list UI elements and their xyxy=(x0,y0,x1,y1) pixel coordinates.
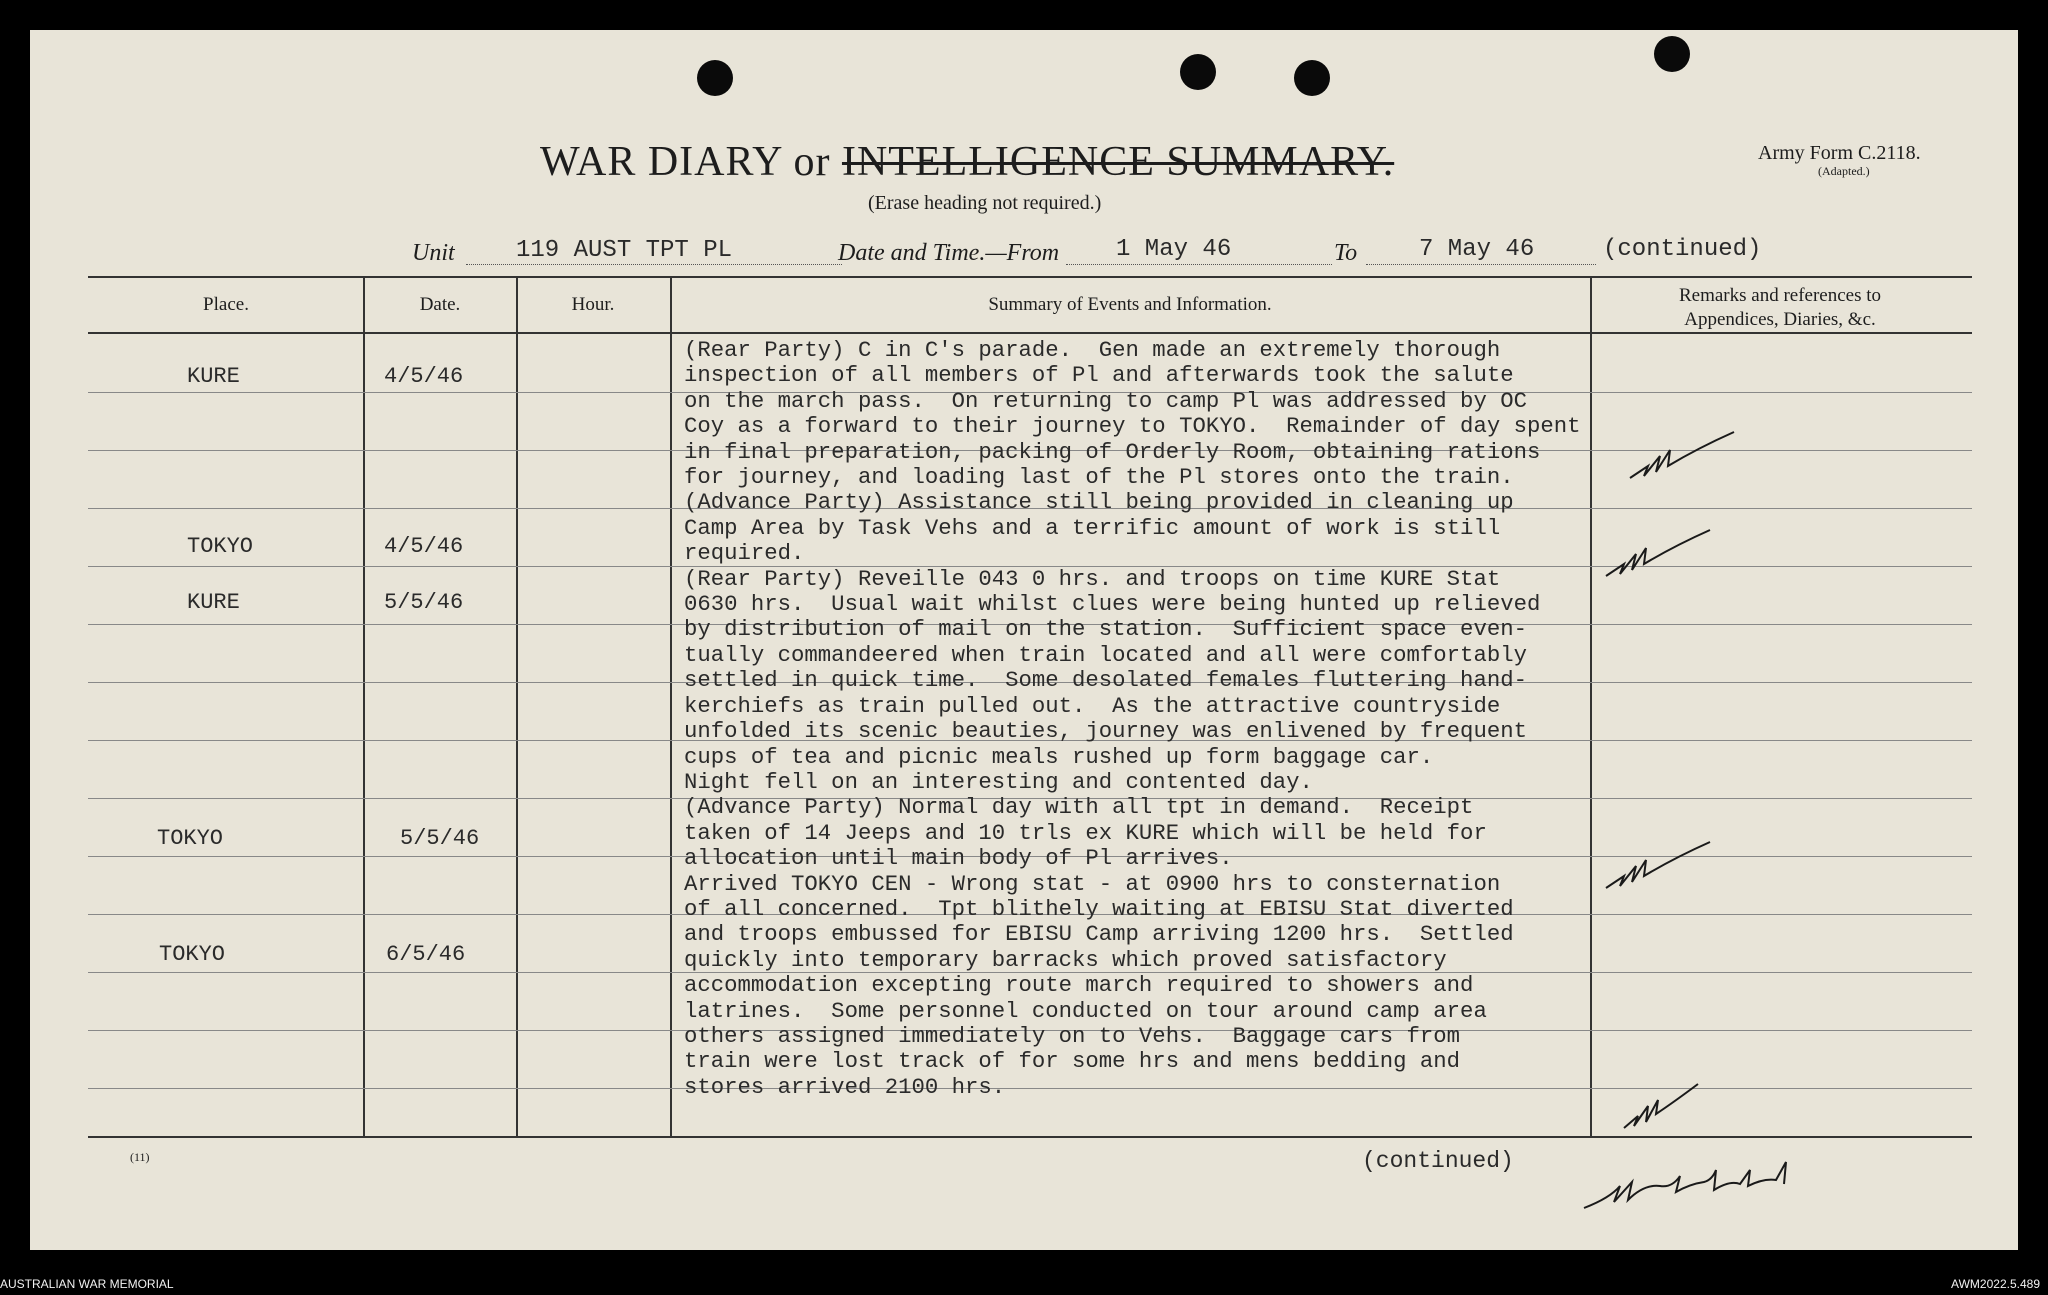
hour-header: Hour. xyxy=(571,294,615,315)
summary-line: inspection of all members of Pl and afterwards took the salute xyxy=(684,362,1514,389)
summary-header: Summary of Events and Information. xyxy=(988,294,1272,315)
adapted-note: (Adapted.) xyxy=(1818,164,1870,178)
summary-line: train were lost track of for some hrs and mens bedding and xyxy=(684,1048,1461,1075)
table-bottom-border xyxy=(88,1136,1972,1138)
entry-date: 5/5/46 xyxy=(384,590,464,615)
summary-line: (Advance Party) Assistance still being provided in cleaning up xyxy=(684,489,1514,516)
continued-footer: (continued) xyxy=(1362,1148,1514,1174)
form-number: (11) xyxy=(130,1150,150,1164)
summary-line: kerchiefs as train pulled out. As the attractive countryside xyxy=(684,692,1501,719)
diary-sheet xyxy=(30,30,2018,1250)
remarks-header: Remarks and references to Appendices, Diaries, &c. xyxy=(1678,285,1882,330)
from-dotted-line xyxy=(1066,264,1332,265)
punch-hole xyxy=(1180,54,1216,90)
punch-hole xyxy=(1654,36,1690,72)
unit-label: Unit xyxy=(412,240,455,266)
summary-line: (Rear Party) C in C's parade. Gen made an extremely thorough xyxy=(684,337,1501,363)
summary-line: (Advance Party) Normal day with all tpt in demand. Receipt xyxy=(684,794,1474,821)
unit-value: 119 AUST TPT PL xyxy=(516,237,733,264)
punch-hole xyxy=(697,60,733,96)
erase-note: (Erase heading not required.) xyxy=(868,192,1102,214)
unit-dotted-line xyxy=(466,264,842,265)
initials-mark xyxy=(1622,1078,1702,1134)
summary-line: Night fell on an interesting and contented day. xyxy=(684,768,1313,795)
summary-line: required. xyxy=(684,540,805,567)
entry-place: TOKYO xyxy=(157,826,224,851)
initials-mark xyxy=(1604,524,1714,584)
initials-mark xyxy=(1628,426,1738,486)
summary-line: (Rear Party) Reveille 043 0 hrs. and troops on time KURE Stat xyxy=(684,565,1501,592)
summary-line: Camp Area by Task Vehs and a terrific amount of work is still xyxy=(684,514,1501,541)
summary-line: others assigned immediately on to Vehs. Baggage cars from xyxy=(684,1022,1461,1049)
summary-line: and troops embussed for EBISU Camp arriving 1200 hrs. Settled xyxy=(684,921,1514,948)
summary-line: in final preparation, packing of Orderly Room, obtaining rations xyxy=(684,438,1541,465)
footer-right: AWM2022.5.489 xyxy=(1951,1277,2040,1291)
col-divider xyxy=(516,276,518,1138)
entry-date: 6/5/46 xyxy=(386,942,466,967)
summary-line: stores arrived 2100 hrs. xyxy=(684,1073,1006,1100)
date-label: Date and Time.—From xyxy=(838,240,1060,266)
entry-place: TOKYO xyxy=(187,534,254,559)
header-bottom-border xyxy=(88,332,1972,334)
entry-date: 4/5/46 xyxy=(384,364,464,389)
army-form-number: Army Form C.2118. xyxy=(1758,142,1921,164)
summary-line: quickly into temporary barracks which proved satisfactory xyxy=(684,946,1447,973)
col-divider xyxy=(670,276,672,1138)
entry-date: 4/5/46 xyxy=(384,534,464,559)
summary-line: Arrived TOKYO CEN - Wrong stat - at 0900 hrs to consternation xyxy=(684,870,1501,897)
summary-line: allocation until main body of Pl arrives. xyxy=(684,845,1233,872)
initials-mark xyxy=(1604,836,1714,896)
col-divider xyxy=(1590,276,1592,1138)
entry-place: KURE xyxy=(187,590,240,615)
summary-line: 0630 hrs. Usual wait whilst clues were being hunted up relieved xyxy=(684,591,1541,618)
summary-text xyxy=(684,338,1580,1100)
form-title: WAR DIARY or INTELLIGENCE SUMMARY. xyxy=(540,139,1395,185)
entry-place: KURE xyxy=(187,364,240,389)
summary-line: latrines. Some personnel conducted on tour around camp area xyxy=(684,997,1487,1024)
officer-signature xyxy=(1580,1140,1810,1220)
place-header: Place. xyxy=(203,294,249,315)
summary-line: taken of 14 Jeeps and 10 trls ex KURE which will be held for xyxy=(684,819,1487,846)
to-dotted-line xyxy=(1366,264,1596,265)
summary-line: by distribution of mail on the station. Sufficient space even- xyxy=(684,616,1527,643)
date-header: Date. xyxy=(419,294,461,315)
col-divider xyxy=(363,276,365,1138)
summary-line: Coy as a forward to their journey to TOKYO. Remainder of day spent xyxy=(684,413,1581,440)
summary-line: accommodation excepting route march required to showers and xyxy=(684,972,1474,999)
summary-line: unfolded its scenic beauties, journey was enlivened by frequent xyxy=(684,718,1527,745)
entry-date: 5/5/46 xyxy=(400,826,480,851)
summary-line: settled in quick time. Some desolated females fluttering hand- xyxy=(684,667,1527,694)
summary-line: tually commandeered when train located and all were comfortably xyxy=(684,641,1527,668)
to-label: To xyxy=(1334,240,1358,266)
footer-left: AUSTRALIAN WAR MEMORIAL xyxy=(0,1277,174,1291)
continued-header: (continued) xyxy=(1603,236,1762,263)
from-value: 1 May 46 xyxy=(1116,236,1232,263)
summary-line: on the march pass. On returning to camp Pl was addressed by OC xyxy=(684,387,1527,414)
punch-hole xyxy=(1294,60,1330,96)
table-top-border xyxy=(88,276,1972,278)
summary-line: of all concerned. Tpt blithely waiting at EBISU Stat diverted xyxy=(684,895,1514,922)
to-value: 7 May 46 xyxy=(1419,236,1535,263)
summary-line: cups of tea and picnic meals rushed up form baggage car. xyxy=(684,743,1434,770)
entry-place: TOKYO xyxy=(159,942,226,967)
summary-line: for journey, and loading last of the Pl stores onto the train. xyxy=(684,464,1514,491)
